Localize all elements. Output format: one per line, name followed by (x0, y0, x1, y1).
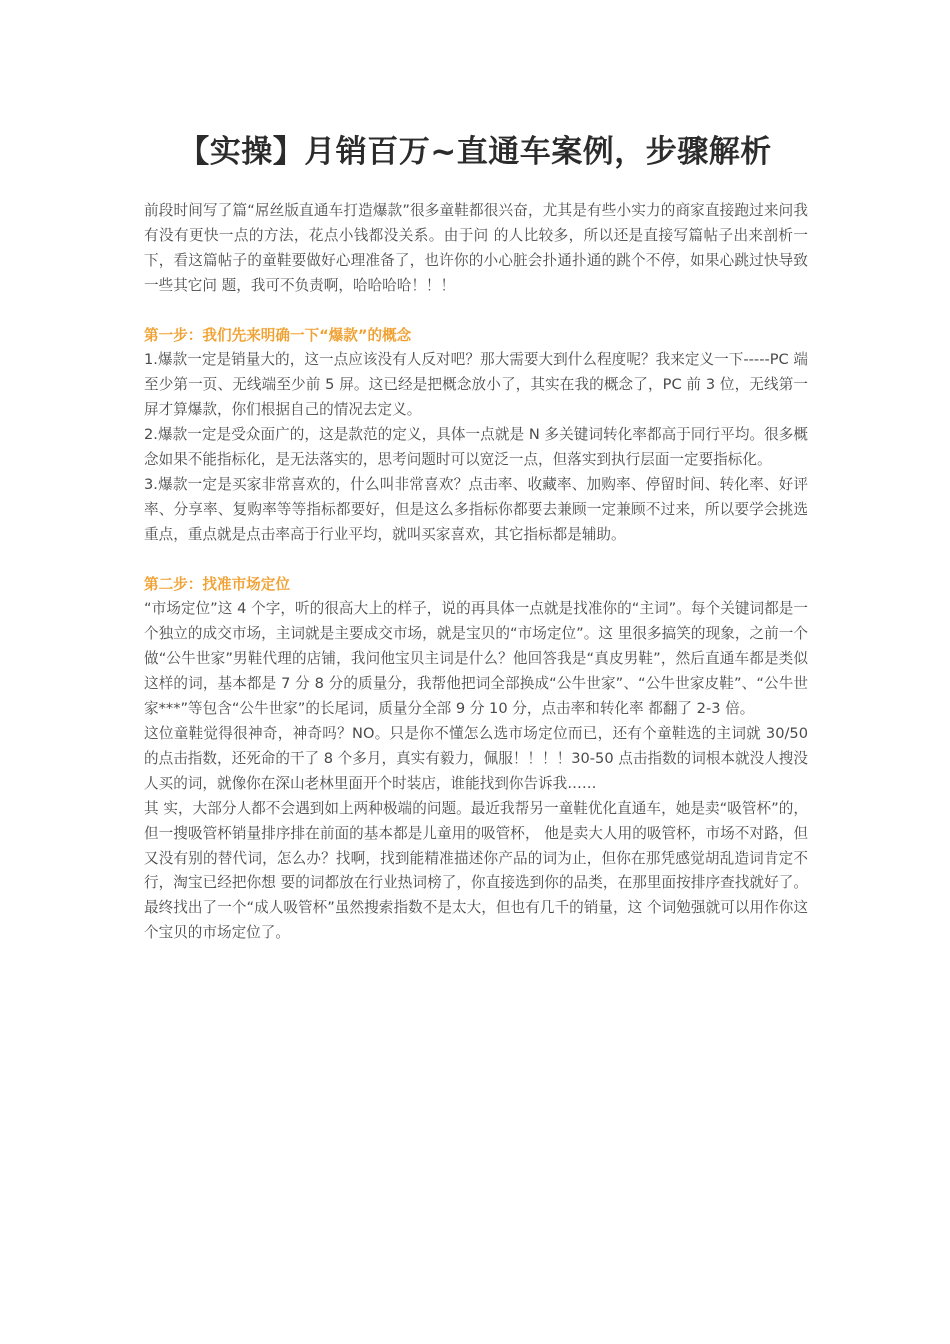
step1-paragraph-2: 2.爆款一定是受众面广的，这是款范的定义，具体一点就是 N 多关键词转化率都高于同行平均。很多概念如果不能指标化，是无法落实的，思考问题时可以宽泛一点，但落实到执行层面一定要指标化。 (144, 426, 808, 469)
step2-paragraph-1: “市场定位”这 4 个字，听的很高大上的样子，说的再具体一点就是找准你的“主词”。每个关键词都是一个独立的成交市场，主词就是主要成交市场，就是宝贝的“市场定位”。这 里很多搞笑的现象，之前一个做“公牛世家”男鞋代理的店铺，我问他宝贝主词是什么？他回答我是“真皮男鞋”，然后直通车都是类似这样的词，基本都是 7 分 8 分的质量分，我帮他把词全部换成“公牛世家”、“公牛世家皮鞋”、“公牛世家***”等包含“公牛世家”的长尾词，质量分全部 9 分 10 分，点击率和转化率 都翻了 2-3 倍。 (144, 600, 808, 718)
article-body (144, 199, 808, 946)
page-title: 【实操】月销百万~直通车案例，步骤解析 (178, 134, 772, 170)
spacer (144, 299, 808, 324)
spacer (144, 548, 808, 573)
step2-paragraph-2: 这位童鞋觉得很神奇，神奇吗？NO。只是你不懂怎么选市场定位而已，还有个童鞋选的主词就 30/50 的点击指数，还死命的干了 8 个多月，真实有毅力，佩服！！！！30-50 点击指数的词根本就没人搜没人买的词，就像你在深山老林里面开个时装店，谁能找到你告诉我…… (144, 725, 808, 792)
intro-paragraph: 前段时间写了篇“屌丝版直通车打造爆款”很多童鞋都很兴奋，尤其是有些小实力的商家直接跑过来问我有没有更快一点的方法，花点小钱都没关系。由于问 的人比较多，所以还是直接写篇帖子出来剖析一下，看这篇帖子的童鞋要做好心理准备了，也许你的小心脏会扑通扑通的跳个不停，如果心跳过快导致一些其它问 题，我可不负责啊，哈哈哈哈！！！ (144, 202, 808, 294)
step2-paragraph-3: 其 实，大部分人都不会遇到如上两种极端的问题。最近我帮另一童鞋优化直通车，她是卖“吸管杯”的，但一搜吸管杯销量排序排在前面的基本都是儿童用的吸管杯， 他是卖大人用的吸管杯，市场不对路，但又没有别的替代词，怎么办？找啊，找到能精准描述你产品的词为止，但你在那凭感觉胡乱造词肯定不行，淘宝已经把你想 要的词都放在行业热词榜了，你直接选到你的品类，在那里面按排序查找就好了。最终找出了一个“成人吸管杯”虽然搜索指数不是太大，但也有几千的销量，这 个词勉强就可以用作你这个宝贝的市场定位了。 (144, 799, 808, 942)
step1-paragraph-1: 1.爆款一定是销量大的，这一点应该没有人反对吧？那大需要大到什么程度呢？我来定义一下-----PC 端至少第一页、无线端至少前 5 屏。这已经是把概念放小了，其实在我的概念了，PC 前 3 位，无线第一屏才算爆款，你们根据自己的情况去定义。 (144, 351, 808, 419)
step1-heading: 第一步：我们先来明确一下“爆款”的概念 (144, 326, 412, 344)
step1-paragraph-3: 3.爆款一定是买家非常喜欢的，什么叫非常喜欢？点击率、收藏率、加购率、停留时间、转化率、好评率、分享率、复购率等等指标都要好，但是这么多指标你都要去兼顾一定兼顾不过来，所以要学会挑选重点，重点就是点击率高于行业平均，就叫买家喜欢，其它指标都是辅助。 (144, 475, 808, 543)
step2-heading: 第二步：找准市场定位 (144, 575, 290, 593)
